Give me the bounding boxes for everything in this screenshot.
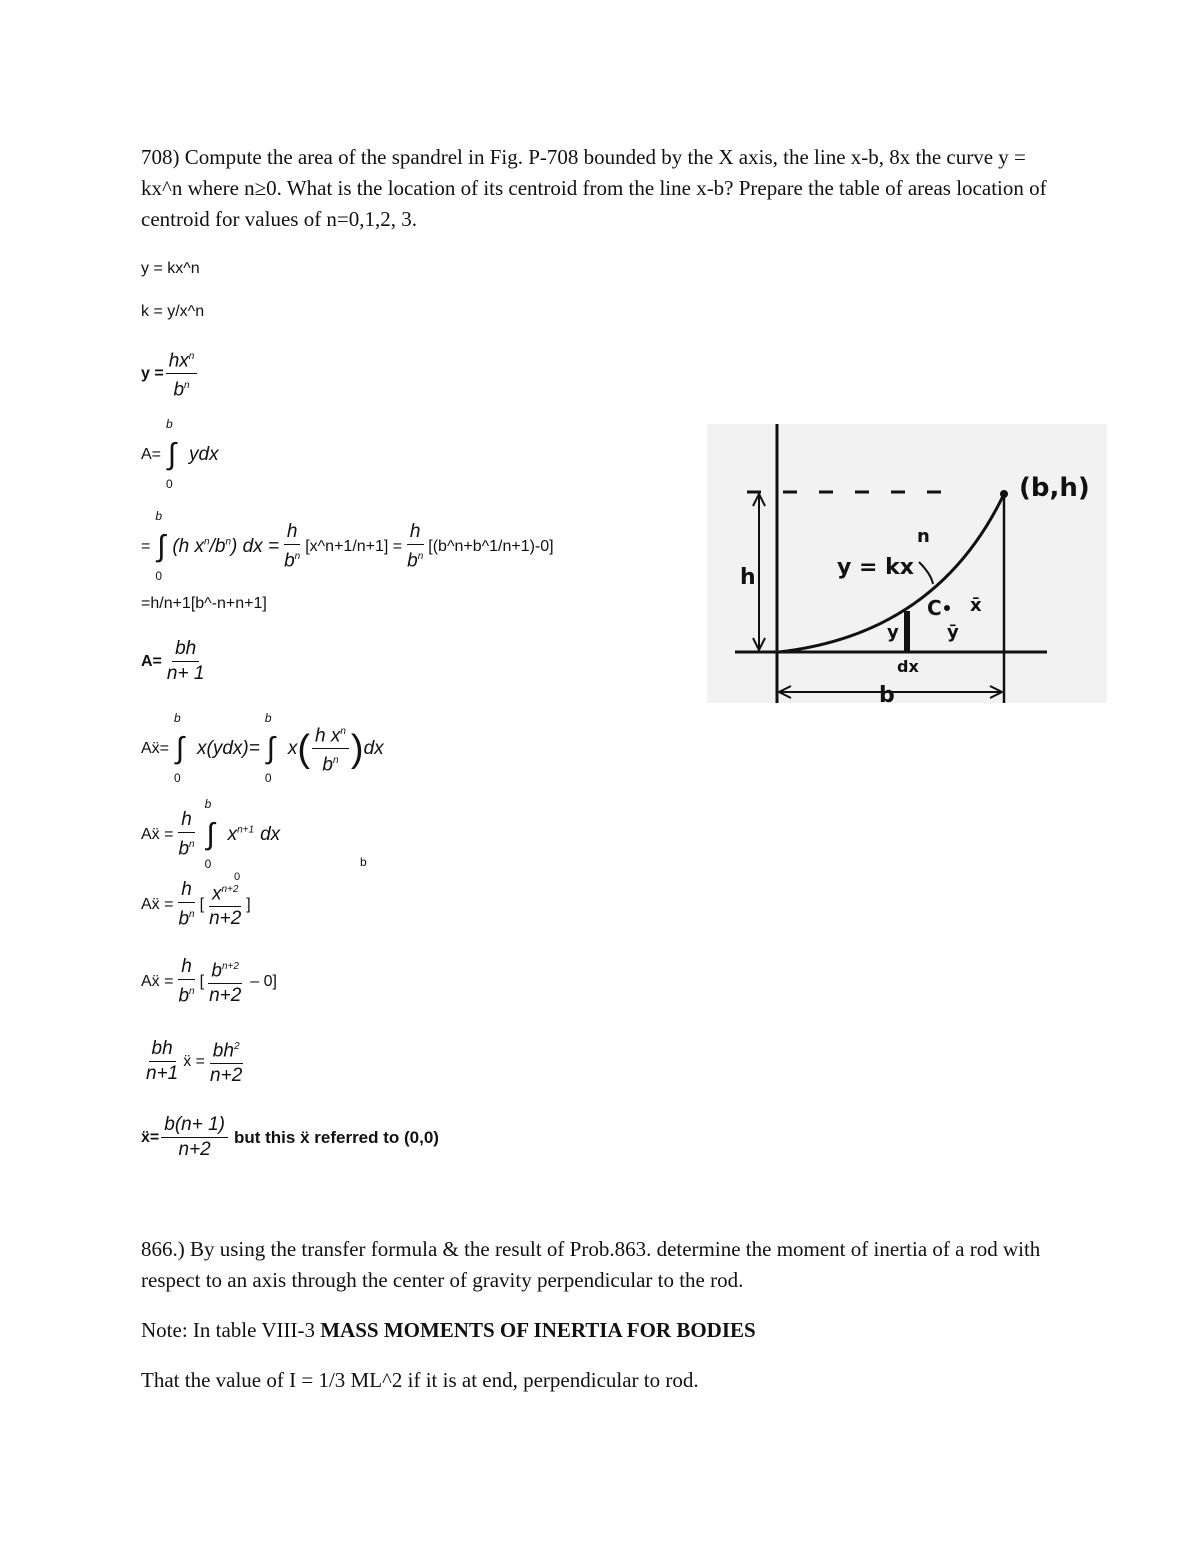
equation-moment-3: Aẍ = $\frac{h}{b^n}$ [ $\frac{x^{n+2}}{n+2}$ ] <box>141 879 251 930</box>
fraction: $\frac{x^{n+2}}{n+2}$ <box>206 878 244 931</box>
equation-centroid-result: ẍ= $\frac{b(n+ 1)}{n+2}$ but this ẍ referred to (0,0) <box>141 1114 439 1160</box>
conclusion-line: That the value of I = 1/3 ML^2 if it is at end, perpendicular to rod. <box>141 1368 699 1392</box>
equation-y-kxn: y = kx^n <box>141 260 200 277</box>
equation-moment-2: Aẍ = $\frac{h}{b^n}$ ∫ b 0 $x^{n+1}$ dx <box>141 796 281 871</box>
corner-label: (b,h) <box>1019 473 1090 503</box>
y-strip-label: y <box>887 622 899 643</box>
integral-sign: ∫ b 0 <box>166 417 177 491</box>
fraction: $\frac{bh^2}{n+2}$ <box>207 1035 245 1088</box>
fraction: $\frac{h}{b^n}$ <box>178 956 195 1007</box>
problem-708-statement: 708) Compute the area of the spandrel in Fig. P-708 bounded by the X axis, the line x-b, 8x the curve y = kx^n where n≥0. What is the location of its centroid from the line x-b? Prepare the table of areas location of centroid for values of n=0,1,2, 3. <box>141 145 1047 231</box>
integral-sign: ∫ b 0 <box>204 796 215 871</box>
b-label: b <box>879 683 895 703</box>
stray-b-label: b <box>360 855 367 869</box>
h-label: h <box>740 565 756 590</box>
a-result-lhs: A= <box>141 652 162 670</box>
curve-exponent-label: n <box>917 526 930 547</box>
x-factor: x <box>287 737 298 759</box>
ax-lhs: Aẍ= <box>141 739 170 757</box>
dx-label: dx <box>897 657 919 676</box>
equals-sign: = <box>141 537 151 555</box>
integral-sign: ∫ b 0 <box>174 710 185 785</box>
fraction: $\frac{bh}{n+ 1}$ <box>166 638 205 684</box>
equation-moment-integral: Aẍ= ∫ b 0 x(ydx)= ∫ b 0 x ( $\frac{h x^n}{b^n}$ ) dx <box>141 710 384 785</box>
stray-zero-label: 0 <box>234 871 241 883</box>
centroid-point <box>944 605 950 611</box>
equation-area-result <box>141 637 209 686</box>
ax3-lhs: Aẍ = <box>141 895 174 913</box>
fraction: $\frac{b(n+ 1)}{n+2}$ <box>161 1113 228 1162</box>
fraction: $\frac{h}{b^n}$ <box>284 521 301 572</box>
fraction: $\frac{bh}{n+1}$ <box>146 1038 179 1085</box>
fraction: $\frac{h}{b^n}$ <box>178 809 195 860</box>
c-label: C <box>927 596 942 620</box>
figure-p708 <box>707 424 1107 703</box>
note-line: Note: In table VIII-3 MASS MOMENTS OF INERTIA FOR BODIES <box>141 1318 756 1342</box>
centroid-note: but this ẍ referred to (0,0) <box>233 1127 439 1147</box>
a-lhs: A= <box>141 446 162 463</box>
fraction: $\frac{h}{b^n}$ <box>178 879 195 930</box>
x-ydx: x(ydx)= <box>197 737 260 759</box>
equation-area-expansion <box>141 508 554 583</box>
ax4-lhs: Aẍ = <box>141 972 174 990</box>
xbar-label: x̄ <box>970 595 982 616</box>
equation-y-fraction <box>141 345 199 403</box>
fraction: $\frac{hx^n}{b^n}$ <box>166 345 198 403</box>
dx: dx <box>260 823 281 845</box>
integral-sign: ∫ b 0 <box>264 710 275 785</box>
corner-point <box>1000 490 1008 498</box>
dx: dx <box>363 737 384 759</box>
problem-866-statement: 866.) By using the transfer formula & the result of Prob.863. determine the moment of inertia of a rod with respect to an axis through the center of gravity perpendicular to the rod. <box>141 1237 1041 1292</box>
integrand: (h $x^n/b^n$) dx = <box>172 535 280 557</box>
ybar-label: ȳ <box>947 622 959 643</box>
equation-area-integral <box>141 417 219 491</box>
equation-centroid-relation: $\frac{bh}{n+1}$ ẍ = $\frac{bh^2}{n+2}$ <box>141 1035 247 1088</box>
fraction: $\frac{h}{b^n}$ <box>407 521 424 572</box>
bracket-1: [x^n+1/n+1] = <box>305 537 403 555</box>
y-lhs: y = <box>141 364 164 382</box>
equation-k: k = y/x^n <box>141 303 205 320</box>
integrand-ydx: ydx <box>189 444 219 465</box>
fraction: $\frac{b^{n+2}}{n+2}$ <box>206 955 244 1008</box>
ax2-lhs: Aẍ = <box>141 825 174 843</box>
bracket-2: [(b^n+b^1/n+1)-0] <box>428 537 554 555</box>
curve-label: y = kx <box>837 555 914 580</box>
fraction: $\frac{h x^n}{b^n}$ <box>312 720 349 778</box>
integral-sign: ∫ b 0 <box>155 508 166 583</box>
equation-moment-4: Aẍ = $\frac{h}{b^n}$ [ $\frac{b^{n+2}}{n+2}$ – 0] <box>141 956 277 1007</box>
equation-simplified: =h/n+1[b^-n+n+1] <box>141 595 267 612</box>
